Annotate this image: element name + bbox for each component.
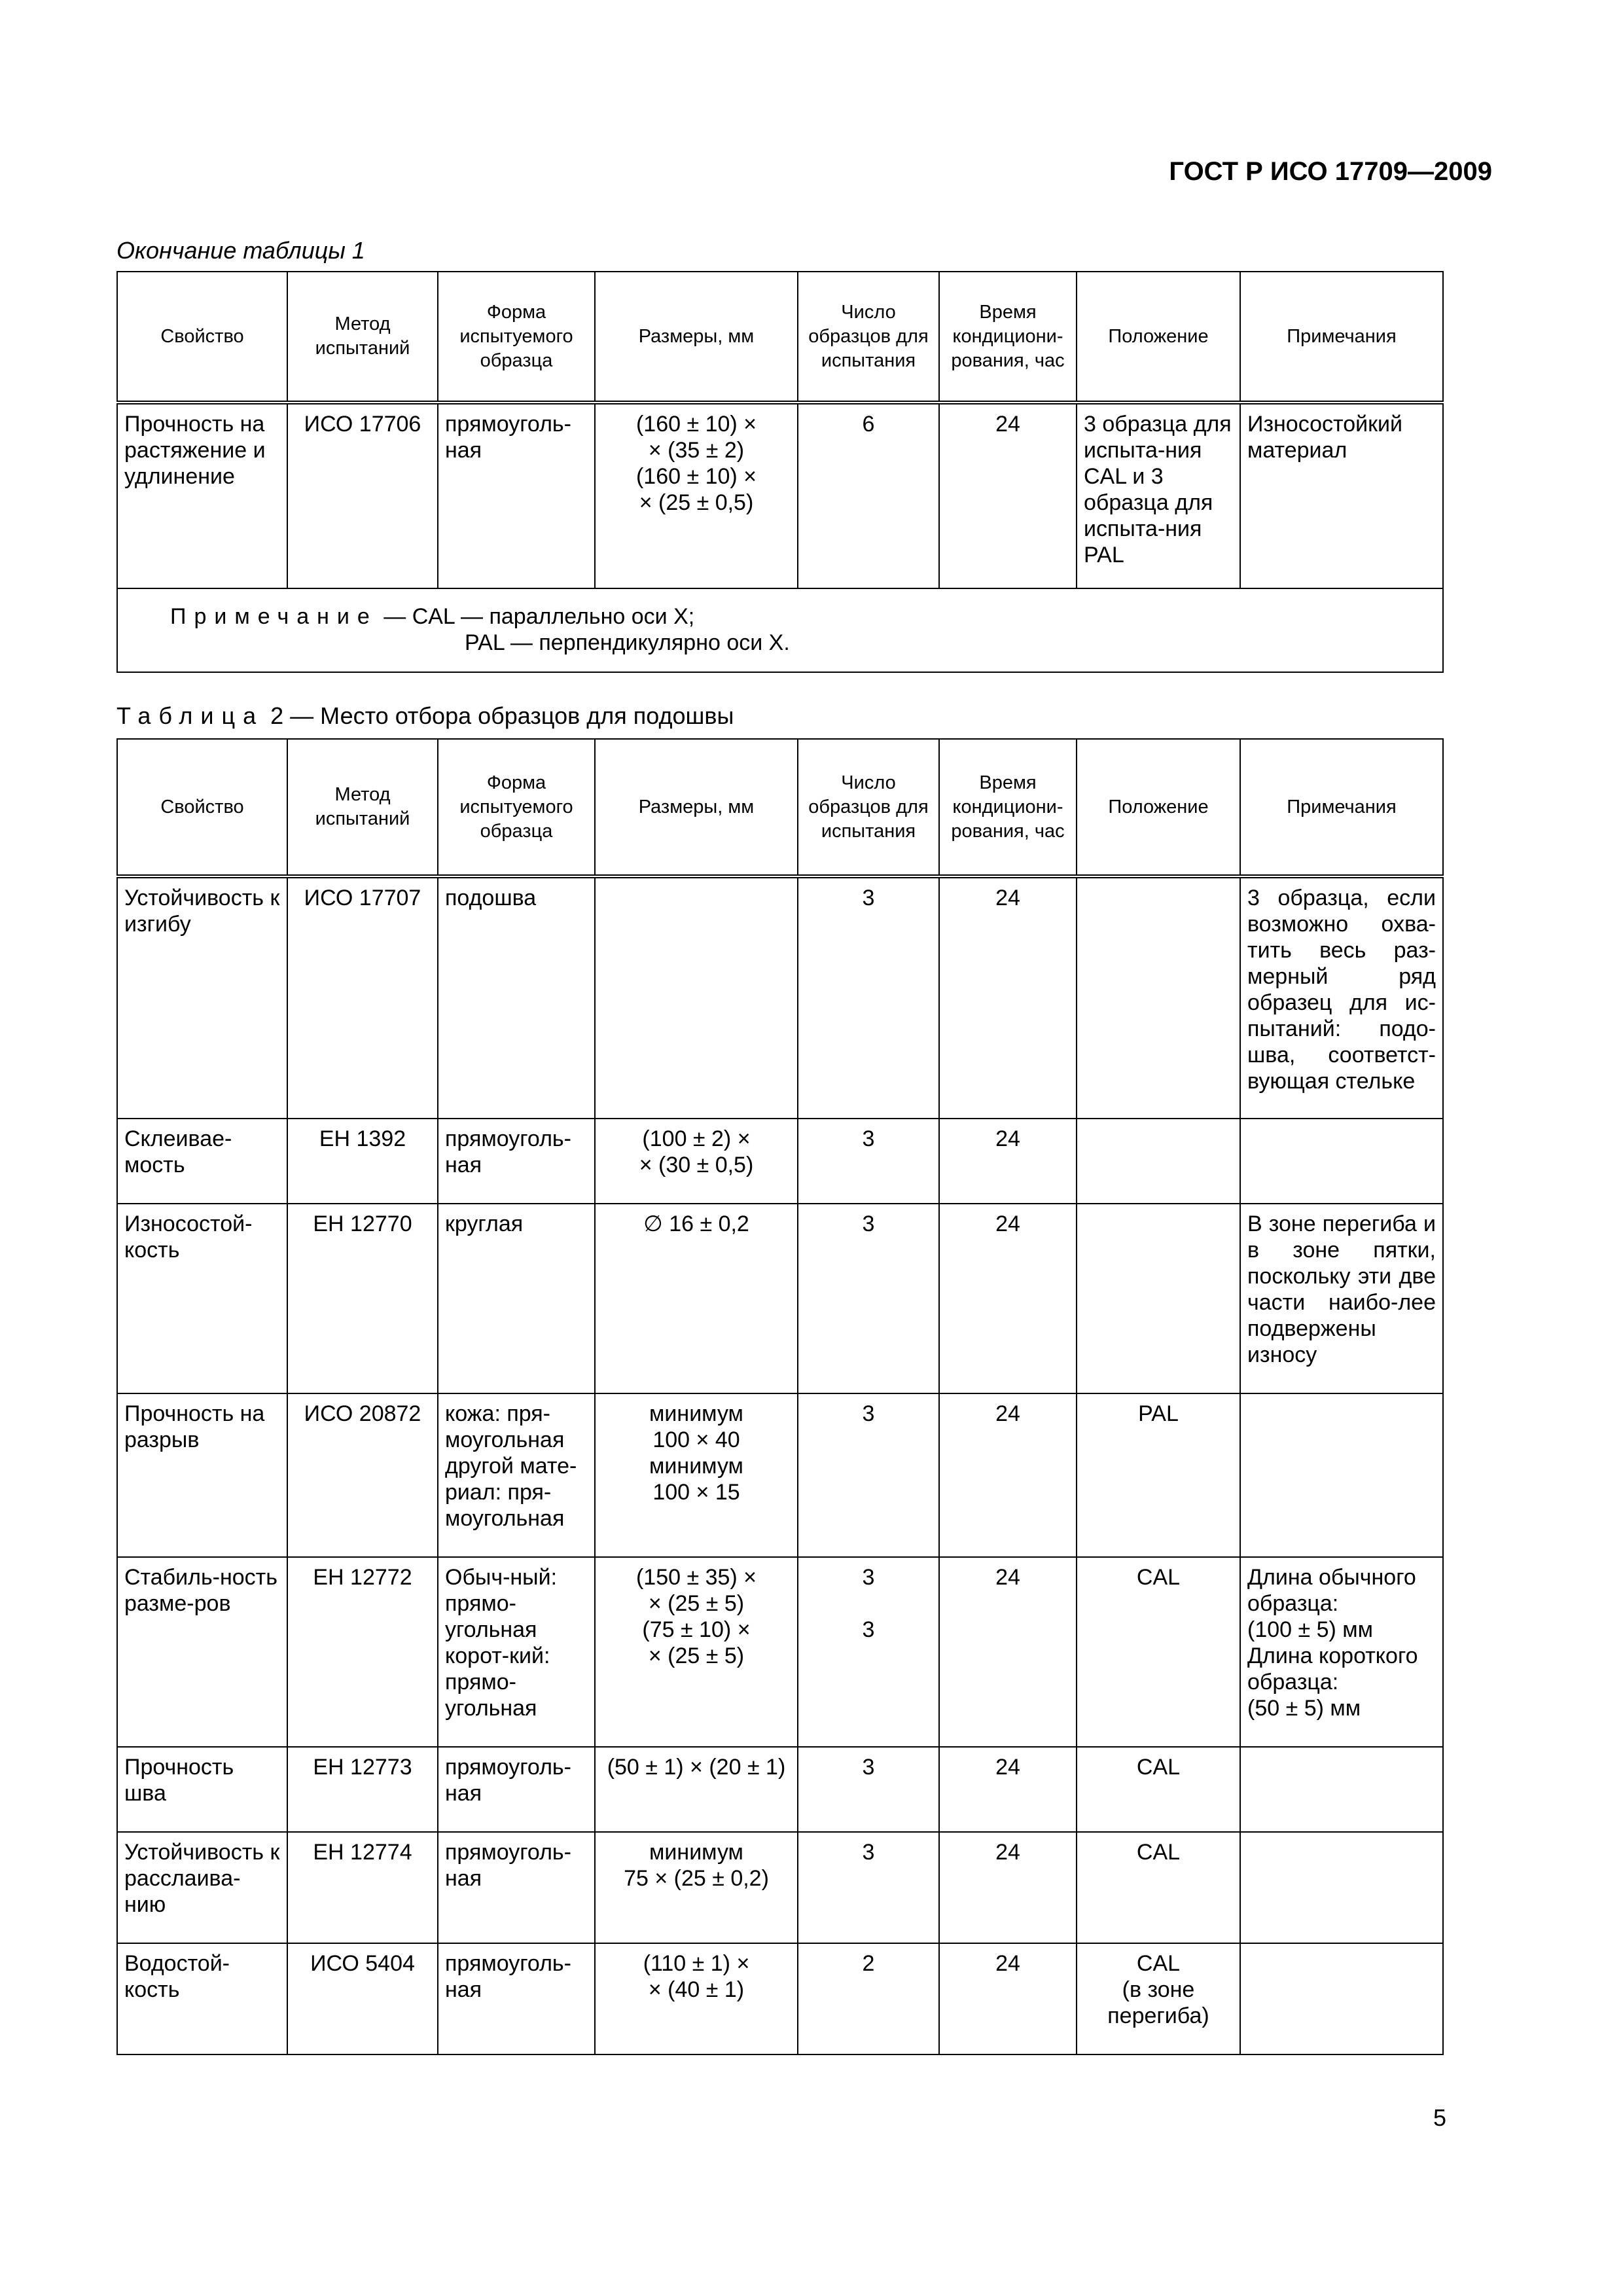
table-row: [117, 403, 1443, 588]
cell-notes: Износостойкий материал: [1240, 403, 1443, 588]
cell-dimensions: ∅ 16 ± 0,2: [595, 1204, 798, 1393]
cell-position: PAL: [1077, 1393, 1240, 1557]
cell-dimensions: (100 ± 2) × × (30 ± 0,5): [595, 1119, 798, 1204]
cell-method: ЕН 12773: [287, 1747, 438, 1832]
cell-time: 24: [939, 1943, 1077, 2054]
cell-shape: прямоуголь-ная: [438, 1747, 595, 1832]
cell-property: Прочность на разрыв: [117, 1393, 287, 1557]
cell-dimensions: минимум 75 × (25 ± 0,2): [595, 1832, 798, 1943]
table1-caption: Окончание таблицы 1: [116, 237, 365, 264]
cell-dimensions: минимум 100 × 40 минимум 100 × 15: [595, 1393, 798, 1557]
table2-col-count: Число образцов для испытания: [798, 739, 939, 876]
cell-time: 24: [939, 1204, 1077, 1393]
table2-col-method: Метод испытаний: [287, 739, 438, 876]
cell-property: Склеивае-мость: [117, 1119, 287, 1204]
cell-position: CAL: [1077, 1832, 1240, 1943]
table-row: [117, 1393, 1443, 1557]
cell-method: ЕН 12774: [287, 1832, 438, 1943]
cell-notes: Длина обычного образца: (100 ± 5) мм Длина короткого образца: (50 ± 5) мм: [1240, 1557, 1443, 1747]
cell-dimensions: [595, 876, 798, 1119]
cell-notes: [1240, 1747, 1443, 1832]
table2-caption-label: Таблица: [116, 702, 264, 729]
table2-caption: [116, 702, 734, 730]
cell-time: 24: [939, 1557, 1077, 1747]
cell-shape: прямоуголь-ная: [438, 1943, 595, 2054]
table2-col-position: Положение: [1077, 739, 1240, 876]
cell-dimensions: (160 ± 10) × × (35 ± 2) (160 ± 10) × × (25 ± 0,5): [595, 403, 798, 588]
cell-notes: [1240, 1943, 1443, 2054]
cell-count: 2: [798, 1943, 939, 2054]
table2: [116, 738, 1444, 2055]
cell-shape: прямоуголь-ная: [438, 1119, 595, 1204]
document-code-header: ГОСТ Р ИСО 17709—2009: [1169, 157, 1492, 186]
table1-note: [117, 588, 1443, 672]
cell-count: 3: [798, 1393, 939, 1557]
table1-col-dimensions: Размеры, мм: [595, 272, 798, 403]
table1-col-position: Положение: [1077, 272, 1240, 403]
table1-note-row: [117, 588, 1443, 672]
cell-position: CAL: [1077, 1747, 1240, 1832]
table2-col-notes: Примечания: [1240, 739, 1443, 876]
cell-property: Износостой-кость: [117, 1204, 287, 1393]
cell-dimensions: (50 ± 1) × (20 ± 1): [595, 1747, 798, 1832]
cell-notes: [1240, 1119, 1443, 1204]
table1-col-notes: Примечания: [1240, 272, 1443, 403]
table-row: [117, 1747, 1443, 1832]
table2-caption-text: 2 — Место отбора образцов для подошвы: [264, 702, 734, 729]
table-row: [117, 1119, 1443, 1204]
cell-shape: кожа: пря-моугольная другой мате-риал: пря-моугольная: [438, 1393, 595, 1557]
cell-dimensions: (110 ± 1) × × (40 ± 1): [595, 1943, 798, 2054]
cell-property: Прочность на растяжение и удлинение: [117, 403, 287, 588]
table-row: [117, 1557, 1443, 1747]
table1-col-count: Число образцов для испытания: [798, 272, 939, 403]
cell-count: 3: [798, 876, 939, 1119]
table2-col-property: Свойство: [117, 739, 287, 876]
cell-method: ЕН 12770: [287, 1204, 438, 1393]
cell-shape: прямоуголь-ная: [438, 403, 595, 588]
cell-time: 24: [939, 1119, 1077, 1204]
table1-col-time: Время кондициони-рования, час: [939, 272, 1077, 403]
note-line-1: [170, 603, 1436, 630]
cell-property: Прочность шва: [117, 1747, 287, 1832]
note-text-pal: PAL — перпендикулярно оси X.: [465, 630, 790, 655]
table1-col-shape: Форма испытуемого образца: [438, 272, 595, 403]
cell-notes: 3 образца, если возможно охва-тить весь раз-мерный ряд образец для ис-пытаний: подо-шва, соответст-вующая стельке: [1240, 876, 1443, 1119]
note-text-cal: — CAL — параллельно оси X;: [377, 604, 695, 629]
cell-count: 3: [798, 1119, 939, 1204]
table2-col-shape: Форма испытуемого образца: [438, 739, 595, 876]
cell-property: Стабиль-ность разме-ров: [117, 1557, 287, 1747]
table1-col-property: Свойство: [117, 272, 287, 403]
cell-count: 3: [798, 1832, 939, 1943]
note-label: Примечание: [170, 604, 378, 629]
cell-shape: подошва: [438, 876, 595, 1119]
table-row: [117, 1204, 1443, 1393]
cell-dimensions: (150 ± 35) × × (25 ± 5) (75 ± 10) × × (25 ± 5): [595, 1557, 798, 1747]
cell-property: Устойчивость к изгибу: [117, 876, 287, 1119]
cell-method: ИСО 17706: [287, 403, 438, 588]
cell-position: [1077, 876, 1240, 1119]
cell-method: ИСО 20872: [287, 1393, 438, 1557]
table-row: [117, 876, 1443, 1119]
cell-notes: [1240, 1393, 1443, 1557]
table-row: [117, 1943, 1443, 2054]
cell-position: [1077, 1119, 1240, 1204]
cell-method: ИСО 5404: [287, 1943, 438, 2054]
cell-count: 3 3: [798, 1557, 939, 1747]
cell-shape: Обыч-ный: прямо-угольная корот-кий: прямо-угольная: [438, 1557, 595, 1747]
cell-shape: круглая: [438, 1204, 595, 1393]
cell-shape: прямоуголь-ная: [438, 1832, 595, 1943]
cell-time: 24: [939, 1747, 1077, 1832]
table1-col-method: Метод испытаний: [287, 272, 438, 403]
table2-col-dimensions: Размеры, мм: [595, 739, 798, 876]
table1-header-row: [117, 272, 1443, 403]
cell-position: CAL: [1077, 1557, 1240, 1747]
cell-position: CAL (в зоне перегиба): [1077, 1943, 1240, 2054]
cell-method: ИСО 17707: [287, 876, 438, 1119]
table2-header-row: [117, 739, 1443, 876]
page-number: 5: [1433, 2104, 1446, 2131]
cell-notes: В зоне перегиба и в зоне пятки, поскольку эти две части наибо-лее подвержены износу: [1240, 1204, 1443, 1393]
cell-count: 6: [798, 403, 939, 588]
cell-property: Водостой-кость: [117, 1943, 287, 2054]
cell-method: ЕН 12772: [287, 1557, 438, 1747]
cell-count: 3: [798, 1747, 939, 1832]
table1: [116, 271, 1444, 673]
cell-time: 24: [939, 1393, 1077, 1557]
table2-col-time: Время кондициони-рования, час: [939, 739, 1077, 876]
cell-notes: [1240, 1832, 1443, 1943]
cell-time: 24: [939, 403, 1077, 588]
cell-position: 3 образца для испыта-ния CAL и 3 образца для испыта-ния PAL: [1077, 403, 1240, 588]
cell-position: [1077, 1204, 1240, 1393]
cell-method: ЕН 1392: [287, 1119, 438, 1204]
cell-property: Устойчивость к расслаива-нию: [117, 1832, 287, 1943]
cell-count: 3: [798, 1204, 939, 1393]
cell-time: 24: [939, 876, 1077, 1119]
cell-time: 24: [939, 1832, 1077, 1943]
table-row: [117, 1832, 1443, 1943]
